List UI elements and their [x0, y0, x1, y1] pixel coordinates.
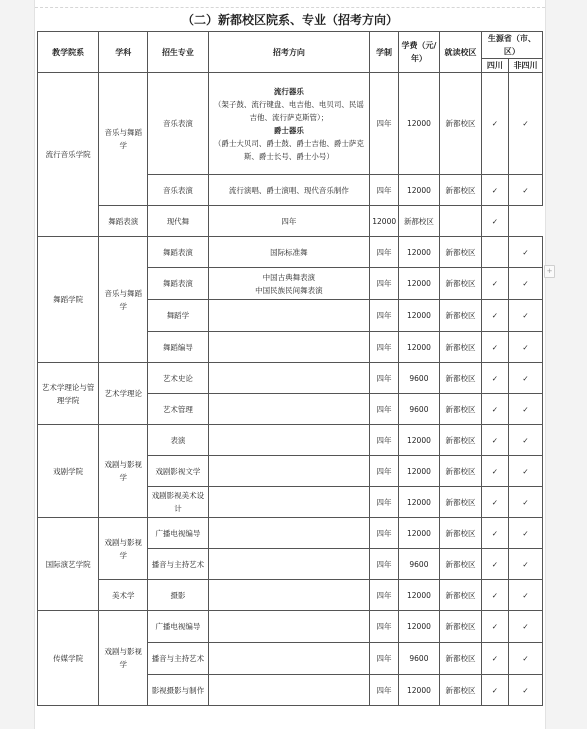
sichuan-check-cell: ✓	[481, 300, 508, 332]
non-sichuan-check-cell: ✓	[509, 175, 543, 206]
major-cell: 舞蹈表演	[99, 206, 148, 237]
years-cell: 四年	[370, 175, 398, 206]
campus-cell: 新都校区	[440, 332, 482, 363]
direction-cell	[208, 549, 370, 580]
direction-cell: 现代舞	[148, 206, 208, 237]
tuition-cell: 9600	[398, 394, 440, 425]
sichuan-check-cell: ✓	[481, 518, 508, 549]
sichuan-check-cell: ✓	[481, 73, 508, 175]
tuition-cell: 12000	[398, 268, 440, 300]
major-cell: 音乐表演	[148, 175, 208, 206]
tuition-cell: 12000	[370, 206, 398, 237]
tuition-cell: 9600	[398, 643, 440, 675]
admissions-table	[37, 31, 543, 706]
tuition-cell: 12000	[398, 332, 440, 363]
campus-cell: 新都校区	[440, 268, 482, 300]
college-cell: 舞蹈学院	[38, 237, 99, 363]
direction-cell	[208, 580, 370, 611]
major-cell: 音乐表演	[148, 73, 208, 175]
direction-cell	[208, 643, 370, 675]
header-tuition: 学费（元/年）	[398, 32, 440, 73]
years-cell: 四年	[370, 300, 398, 332]
college-cell: 传媒学院	[38, 611, 99, 706]
sichuan-check-cell: ✓	[481, 363, 508, 394]
tuition-cell: 12000	[398, 487, 440, 518]
discipline-cell: 戏剧与影视学	[99, 611, 148, 706]
header-source: 生源省（市、区）	[481, 32, 542, 59]
college-cell: 艺术学理论与管理学院	[38, 363, 99, 425]
tuition-cell: 12000	[398, 675, 440, 706]
years-cell: 四年	[370, 332, 398, 363]
tuition-cell: 12000	[398, 456, 440, 487]
years-cell: 四年	[208, 206, 370, 237]
major-cell: 广播电视编导	[148, 611, 208, 643]
major-cell: 影视摄影与制作	[148, 675, 208, 706]
discipline-cell: 音乐与舞蹈学	[99, 73, 148, 206]
campus-cell: 新都校区	[440, 643, 482, 675]
table-row	[38, 237, 543, 268]
major-cell: 表演	[148, 425, 208, 456]
campus-cell: 新都校区	[440, 611, 482, 643]
non-sichuan-check-cell: ✓	[509, 549, 543, 580]
sichuan-check-cell: ✓	[481, 643, 508, 675]
non-sichuan-check-cell: ✓	[509, 611, 543, 643]
major-cell: 戏剧影视美术设计	[148, 487, 208, 518]
campus-cell: 新都校区	[440, 487, 482, 518]
years-cell: 四年	[370, 611, 398, 643]
tuition-cell: 9600	[398, 549, 440, 580]
sichuan-check-cell: ✓	[481, 580, 508, 611]
discipline-cell: 美术学	[99, 580, 148, 611]
discipline-cell: 艺术学理论	[99, 363, 148, 425]
campus-cell: 新都校区	[440, 363, 482, 394]
non-sichuan-check-cell: ✓	[509, 332, 543, 363]
document-title: （二）新都校区院系、专业（招考方向）	[181, 13, 398, 27]
header-direction: 招考方向	[208, 32, 370, 73]
non-sichuan-check-cell: ✓	[509, 487, 543, 518]
years-cell: 四年	[370, 425, 398, 456]
non-sichuan-check-cell: ✓	[509, 425, 543, 456]
header-non-sichuan: 非四川	[509, 59, 543, 73]
major-cell: 播音与主持艺术	[148, 643, 208, 675]
table-row	[38, 206, 543, 237]
years-cell: 四年	[370, 487, 398, 518]
header-major: 招生专业	[148, 32, 208, 73]
years-cell: 四年	[370, 73, 398, 175]
direction-cell: 国际标准舞	[208, 237, 370, 268]
table-row	[38, 73, 543, 175]
tuition-cell: 12000	[398, 425, 440, 456]
direction-cell	[208, 332, 370, 363]
discipline-cell: 戏剧与影视学	[99, 518, 148, 580]
header-discipline: 学科	[99, 32, 148, 73]
header-campus: 就读校区	[440, 32, 482, 73]
years-cell: 四年	[370, 580, 398, 611]
direction-heading: 流行器乐	[273, 86, 304, 96]
years-cell: 四年	[370, 268, 398, 300]
campus-cell: 新都校区	[440, 73, 482, 175]
sichuan-check-cell: ✓	[481, 611, 508, 643]
campus-cell: 新都校区	[440, 300, 482, 332]
non-sichuan-check-cell: ✓	[509, 456, 543, 487]
header-college: 教学院系	[38, 32, 99, 73]
header-years: 学制	[370, 32, 398, 73]
non-sichuan-check-cell: ✓	[509, 300, 543, 332]
campus-cell: 新都校区	[440, 175, 482, 206]
tuition-cell: 12000	[398, 518, 440, 549]
sichuan-check-cell: ✓	[481, 332, 508, 363]
sichuan-check-cell: ✓	[481, 487, 508, 518]
college-cell: 流行音乐学院	[38, 73, 99, 237]
discipline-cell: 戏剧与影视学	[99, 425, 148, 518]
campus-cell: 新都校区	[440, 580, 482, 611]
non-sichuan-check-cell: ✓	[509, 363, 543, 394]
campus-cell: 新都校区	[440, 237, 482, 268]
non-sichuan-check-cell: ✓	[509, 394, 543, 425]
non-sichuan-check-cell: ✓	[509, 643, 543, 675]
major-cell: 戏剧影视文学	[148, 456, 208, 487]
campus-cell: 新都校区	[440, 456, 482, 487]
direction-cell	[208, 487, 370, 518]
direction-cell	[208, 456, 370, 487]
direction-cell	[208, 300, 370, 332]
tuition-cell: 9600	[398, 363, 440, 394]
major-cell: 艺术管理	[148, 394, 208, 425]
page-top-divider	[35, 7, 545, 8]
direction-heading: 爵士器乐	[273, 125, 304, 135]
sichuan-check-cell: ✓	[481, 549, 508, 580]
major-cell: 舞蹈编导	[148, 332, 208, 363]
non-sichuan-check-cell: ✓	[509, 580, 543, 611]
major-cell: 舞蹈表演	[148, 237, 208, 268]
sichuan-check-cell: ✓	[481, 425, 508, 456]
sichuan-check-cell: ✓	[481, 456, 508, 487]
major-cell: 播音与主持艺术	[148, 549, 208, 580]
direction-cell	[208, 363, 370, 394]
years-cell: 四年	[370, 394, 398, 425]
direction-cell	[208, 518, 370, 549]
major-cell: 广播电视编导	[148, 518, 208, 549]
years-cell: 四年	[370, 363, 398, 394]
campus-cell: 新都校区	[440, 675, 482, 706]
years-cell: 四年	[370, 549, 398, 580]
non-sichuan-check-cell: ✓	[509, 237, 543, 268]
non-sichuan-check-cell: ✓	[509, 268, 543, 300]
direction-detail: （爵士大贝司、爵士鼓、爵士吉他、爵士萨克斯、爵士长号、爵士小号）	[213, 138, 364, 161]
tuition-cell: 12000	[398, 300, 440, 332]
table-row	[38, 425, 543, 456]
table-row	[38, 518, 543, 549]
document-page	[34, 0, 546, 729]
direction-cell	[208, 425, 370, 456]
tuition-cell: 12000	[398, 175, 440, 206]
non-sichuan-check-cell: ✓	[509, 675, 543, 706]
tuition-cell: 12000	[398, 580, 440, 611]
major-cell: 舞蹈表演	[148, 268, 208, 300]
header-sichuan: 四川	[481, 59, 508, 73]
tuition-cell: 12000	[398, 237, 440, 268]
table-row	[38, 363, 543, 394]
sichuan-check-cell: ✓	[481, 394, 508, 425]
years-cell: 四年	[370, 237, 398, 268]
non-sichuan-check-cell: ✓	[509, 518, 543, 549]
direction-cell	[208, 394, 370, 425]
years-cell: 四年	[370, 675, 398, 706]
sichuan-check-cell: ✓	[481, 175, 508, 206]
campus-cell: 新都校区	[440, 518, 482, 549]
major-cell: 舞蹈学	[148, 300, 208, 332]
years-cell: 四年	[370, 643, 398, 675]
direction-cell: 流行演唱、爵士演唱、现代音乐制作	[208, 175, 370, 206]
campus-cell: 新都校区	[398, 206, 440, 237]
tuition-cell: 12000	[398, 611, 440, 643]
direction-cell	[208, 73, 370, 175]
direction-cell: 中国古典舞表演 中国民族民间舞表演	[208, 268, 370, 300]
years-cell: 四年	[370, 456, 398, 487]
non-sichuan-check-cell: ✓	[481, 206, 508, 237]
side-expand-handle[interactable]: +	[544, 265, 555, 278]
major-cell: 摄影	[148, 580, 208, 611]
discipline-cell: 音乐与舞蹈学	[99, 237, 148, 363]
years-cell: 四年	[370, 518, 398, 549]
major-cell: 艺术史论	[148, 363, 208, 394]
tuition-cell: 12000	[398, 73, 440, 175]
table-row	[38, 580, 543, 611]
sichuan-check-cell	[481, 237, 508, 268]
college-cell: 戏剧学院	[38, 425, 99, 518]
direction-detail: （架子鼓、流行键盘、电吉他、电贝司、民谣吉他、流行萨克斯管）；	[213, 99, 364, 122]
non-sichuan-check-cell: ✓	[509, 73, 543, 175]
campus-cell: 新都校区	[440, 425, 482, 456]
campus-cell: 新都校区	[440, 394, 482, 425]
direction-cell	[208, 675, 370, 706]
sichuan-check-cell: ✓	[481, 268, 508, 300]
campus-cell: 新都校区	[440, 549, 482, 580]
table-row	[38, 611, 543, 643]
college-cell: 国际演艺学院	[38, 518, 99, 611]
direction-cell	[208, 611, 370, 643]
sichuan-check-cell	[440, 206, 482, 237]
sichuan-check-cell: ✓	[481, 675, 508, 706]
